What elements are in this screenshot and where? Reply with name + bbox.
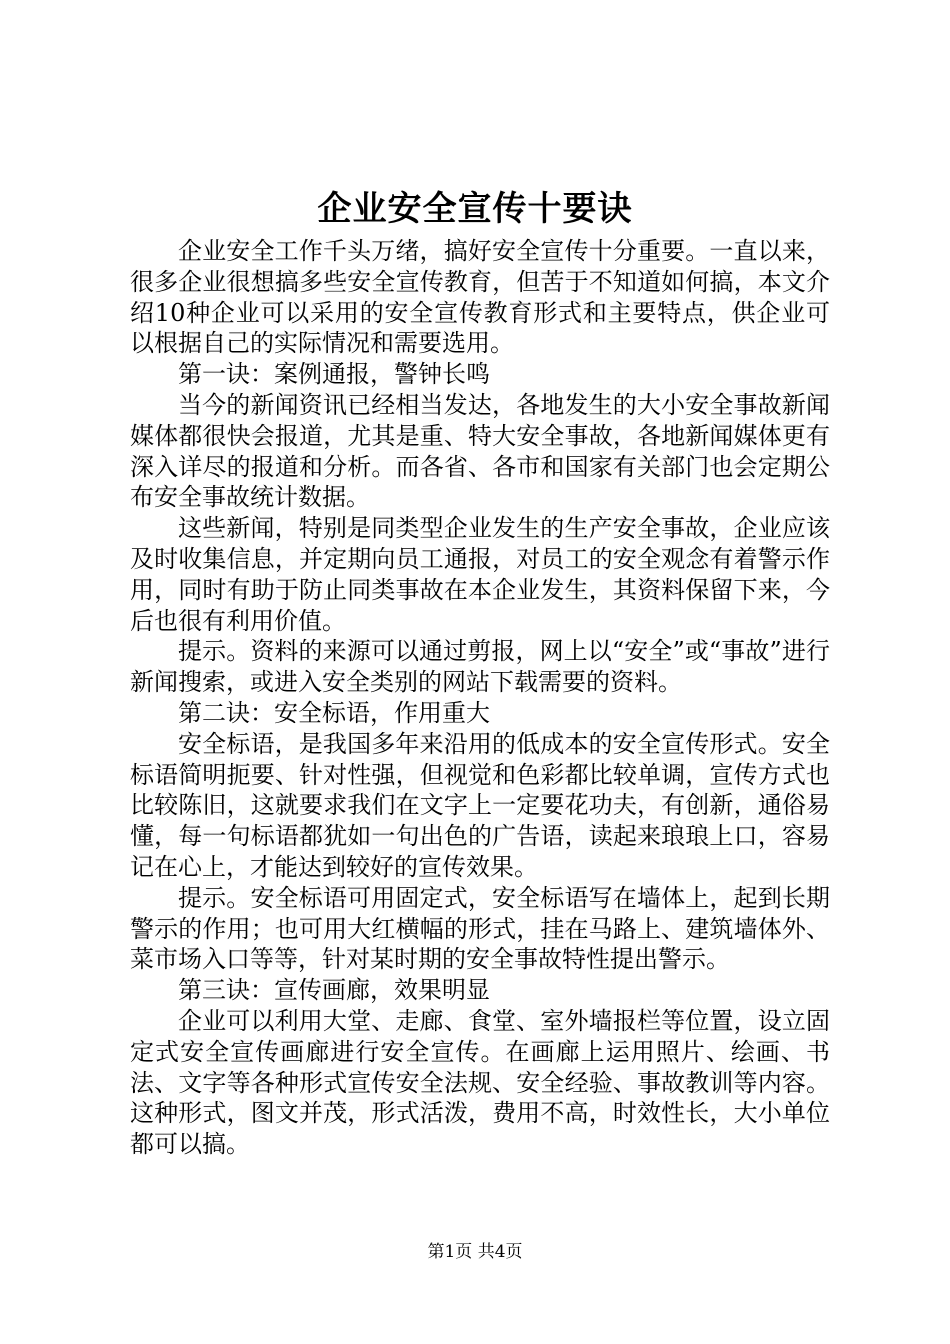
- paragraph: 当今的新闻资讯已经相当发达，各地发生的大小安全事故新闻媒体都很快会报道，尤其是重、特大安全事故，各地新闻媒体更有深入详尽的报道和分析。而各省、各市和国家有关部门也会定期公布安全事故统计数据。: [130, 390, 830, 512]
- tip-paragraph: 提示。安全标语可用固定式，安全标语写在墙体上，起到长期警示的作用；也可用大红横幅的形式，挂在马路上、建筑墙体外、菜市场入口等等，针对某时期的安全事故特性提出警示。: [130, 883, 830, 974]
- section-heading-1: 第一诀：案例通报，警钟长鸣: [178, 360, 490, 389]
- paragraph: 企业可以利用大堂、走廊、食堂、室外墙报栏等位置，设立固定式安全宣传画廊进行安全宣传。在画廊上运用照片、绘画、书法、文字等各种形式宣传安全法规、安全经验、事故教训等内容。这种形式，图文并茂，形式活泼，费用不高，时效性长，大小单位都可以搞。: [130, 1006, 830, 1159]
- section-heading-3: 第三诀：宣传画廊，效果明显: [178, 976, 490, 1005]
- paragraph-intro: 企业安全工作千头万绪，搞好安全宣传十分重要。一直以来，很多企业很想搞多些安全宣传教育，但苦于不知道如何搞，本文介绍10种企业可以采用的安全宣传教育形式和主要特点，供企业可以根据自己的实际情况和需要选用。: [130, 237, 830, 358]
- page-footer: 第1页 共4页: [427, 1242, 523, 1262]
- paragraph: 安全标语，是我国多年来沿用的低成本的安全宣传形式。安全标语简明扼要、针对性强，但视觉和色彩都比较单调，宣传方式也比较陈旧，这就要求我们在文字上一定要花功夫，有创新，通俗易懂，每一句标语都犹如一句出色的广告语，读起来琅琅上口，容易记在心上，才能达到较好的宣传效果。: [130, 729, 830, 881]
- document-body: [130, 236, 830, 1160]
- document-title: 企业安全宣传十要诀: [317, 189, 633, 229]
- paragraph: 这些新闻，特别是同类型企业发生的生产安全事故，企业应该及时收集信息，并定期向员工通报，对员工的安全观念有着警示作用，同时有助于防止同类事故在本企业发生，其资料保留下来，今后也很有利用价值。: [130, 514, 830, 635]
- tip-paragraph: 提示。资料的来源可以通过剪报，网上以“安全”或“事故”进行新闻搜索，或进入安全类别的网站下载需要的资料。: [130, 637, 830, 697]
- section-heading-2: 第二诀：安全标语，作用重大: [178, 698, 490, 727]
